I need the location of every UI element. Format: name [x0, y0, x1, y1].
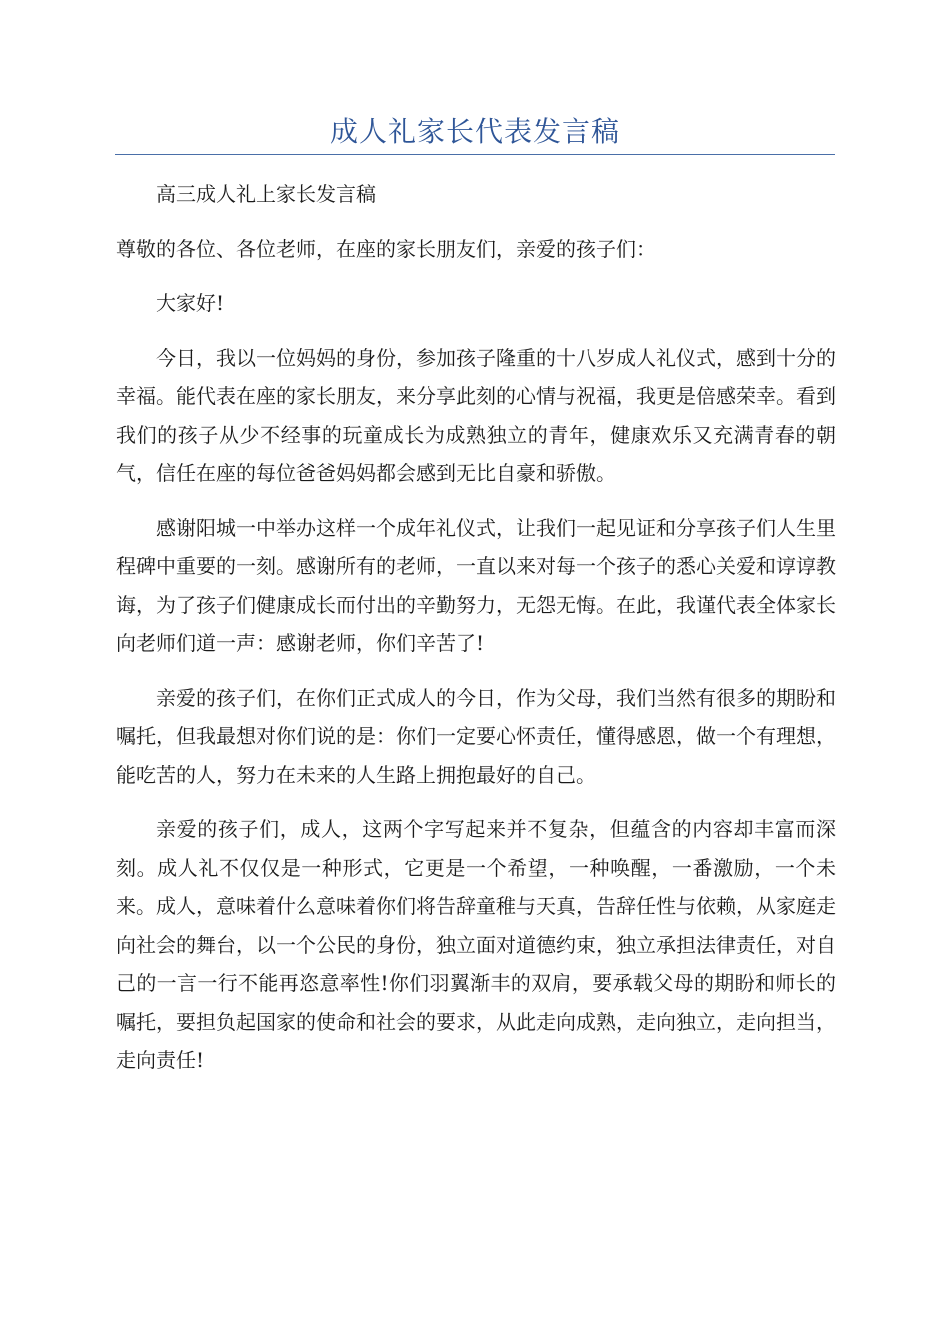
paragraph: 今日，我以一位妈妈的身份，参加孩子隆重的十八岁成人礼仪式，感到十分的幸福。能代表在座的家长朋友，来分享此刻的心情与祝福，我更是倍感荣幸。看到我们的孩子从少不经事的玩童成长为成熟独立的青年，健康欢乐又充满青春的朝气，信任在座的每位爸爸妈妈都会感到无比自豪和骄傲。	[116, 345, 836, 485]
paragraph: 亲爱的孩子们，在你们正式成人的今日，作为父母，我们当然有很多的期盼和嘱托，但我最想对你们说的是：你们一定要心怀责任，懂得感恩，做一个有理想，能吃苦的人，努力在未来的人生路上拥抱最好的自己。	[116, 685, 836, 787]
paragraph: 亲爱的孩子们，成人，这两个字写起来并不复杂，但蕴含的内容却丰富而深刻。成人礼不仅仅是一种形式，它更是一个希望，一种唤醒，一番激励，一个未来。成人，意味着什么意味着你们将告辞童稚与天真，告辞任性与依赖，从家庭走向社会的舞台，以一个公民的身份，独立面对道德约束，独立承担法律责任，对自己的一言一行不能再恣意率性!你们羽翼渐丰的双肩，要承载父母的期盼和师长的嘱托，要担负起国家的使命和社会的要求，从此走向成熟，走向独立，走向担当，走向责任!	[116, 817, 836, 1072]
document-title: 成人礼家长代表发言稿	[329, 115, 620, 148]
paragraph: 感谢阳城一中举办这样一个成年礼仪式，让我们一起见证和分享孩子们人生里程碑中重要的一刻。感谢所有的老师，一直以来对每一个孩子的悉心关爱和谆谆教诲，为了孩子们健康成长而付出的辛勤努力，无怨无悔。在此，我谨代表全体家长向老师们道一声：感谢老师，你们辛苦了!	[116, 515, 836, 655]
salutation: 尊敬的各位、各位老师，在座的家长朋友们，亲爱的孩子们：	[116, 236, 656, 261]
document-body	[116, 175, 836, 1096]
subtitle: 高三成人礼上家长发言稿	[156, 182, 376, 206]
title-underline	[115, 154, 835, 155]
greeting: 大家好!	[156, 291, 225, 315]
